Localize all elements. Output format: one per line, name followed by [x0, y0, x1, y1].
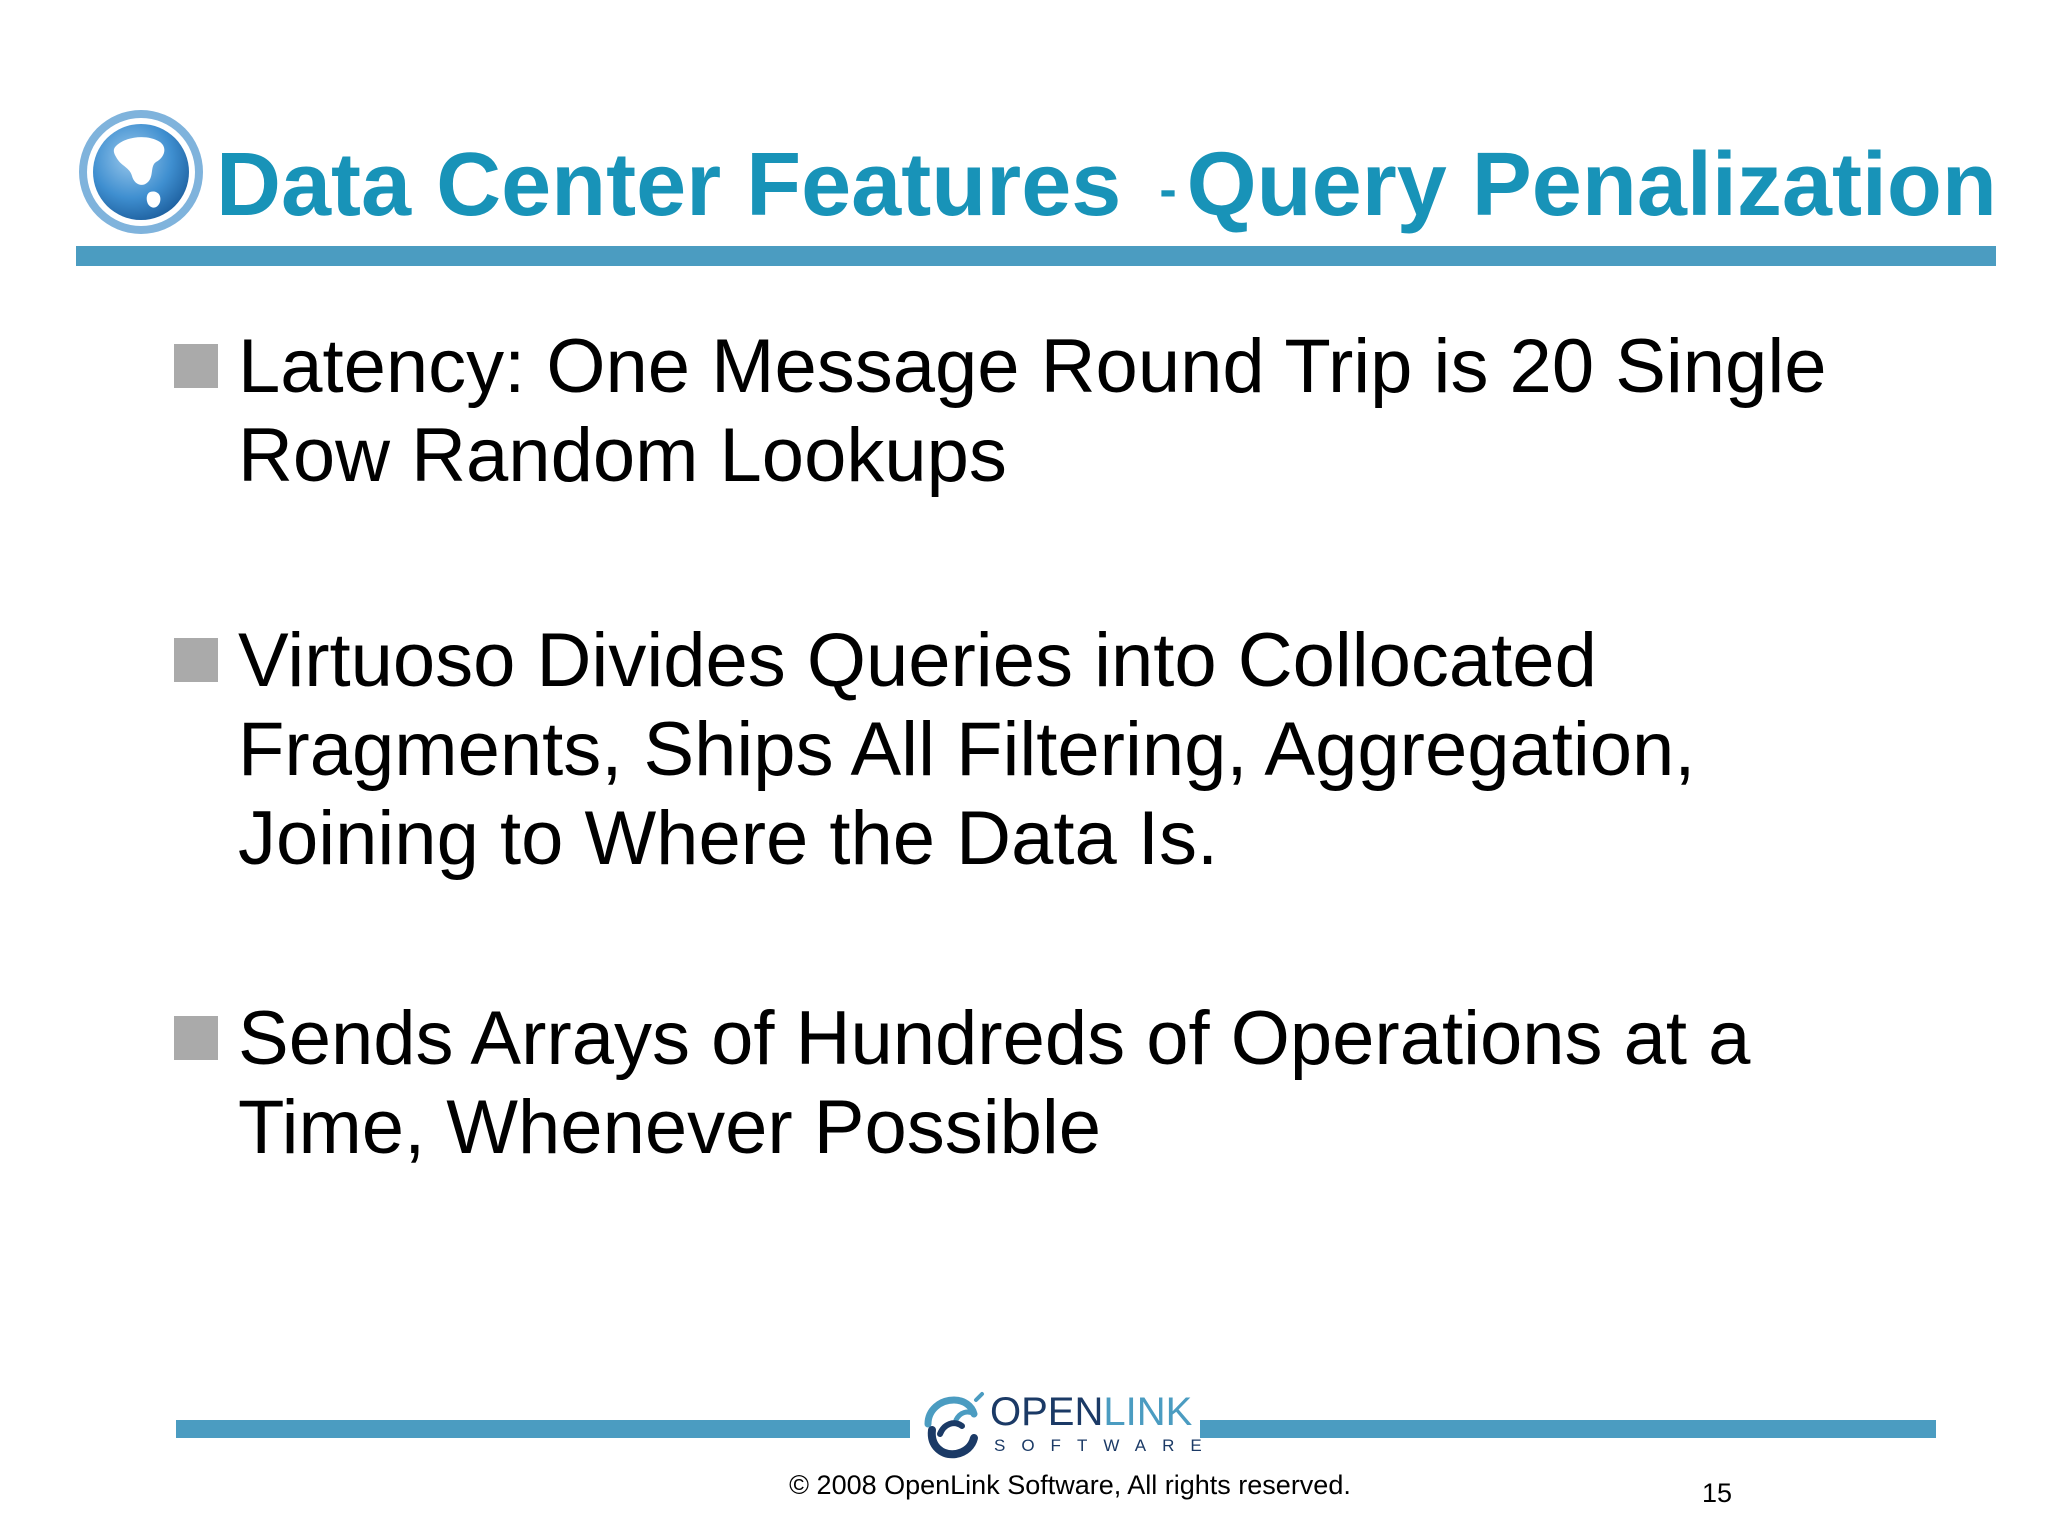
logo-subtitle: SOFTWARE: [994, 1436, 1218, 1455]
title-main: Data Center Features: [216, 135, 1122, 235]
globe-icon: [76, 106, 206, 238]
bullet-item: [174, 616, 1938, 883]
bullet-square-icon: [174, 1016, 218, 1060]
title-rule: [76, 246, 1996, 266]
openlink-logo-icon: [916, 1390, 986, 1462]
title-separator: -: [1159, 161, 1177, 219]
title-sub: Query Penalization: [1186, 135, 1997, 235]
bullet-item: [174, 322, 1938, 500]
bullet-text: Sends Arrays of Hundreds of Operations at a Time, Whenever Possible: [238, 996, 1751, 1170]
bullet-item: [174, 994, 1938, 1172]
page-number: 15: [1702, 1478, 1733, 1508]
logo-wordmark: [990, 1390, 1192, 1434]
bullet-text: Latency: One Message Round Trip is 20 Single Row Random Lookups: [238, 324, 1827, 498]
footer-rule-right: [1200, 1420, 1936, 1438]
bullet-square-icon: [174, 344, 218, 388]
openlink-logo: [916, 1390, 1218, 1462]
footer-rule-left: [176, 1420, 910, 1438]
copyright-text: © 2008 OpenLink Software, All rights reserved.: [789, 1470, 1351, 1500]
bullet-text: Virtuoso Divides Queries into Collocated Fragments, Ships All Filtering, Aggregation, Joining to Where the Data Is.: [238, 618, 1696, 881]
logo-wordmark-open: OPEN: [990, 1390, 1104, 1434]
bullet-square-icon: [174, 638, 218, 682]
slide-title: [216, 135, 1997, 235]
logo-wordmark-link: LINK: [1103, 1390, 1193, 1434]
